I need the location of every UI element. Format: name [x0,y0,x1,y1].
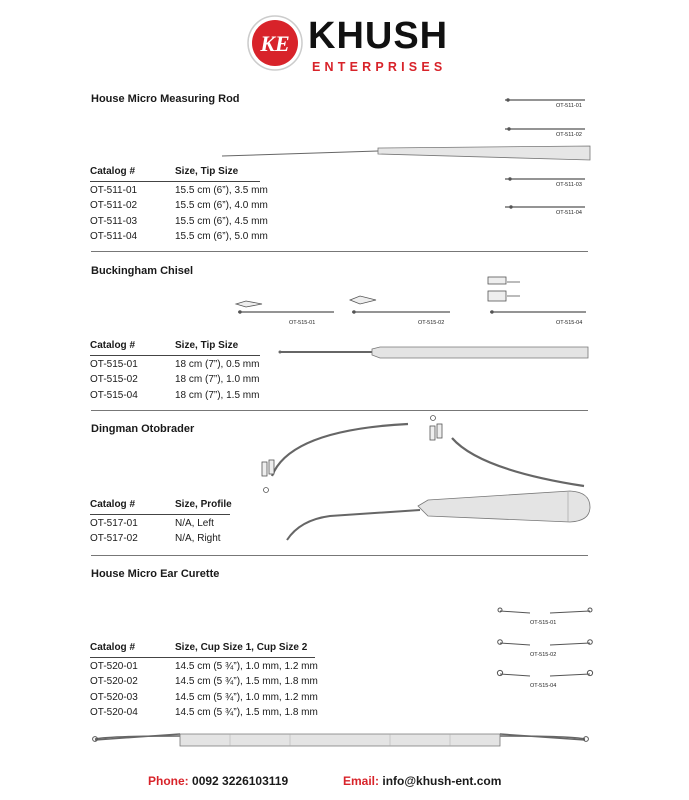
catalog-number: OT-511-02 [90,200,138,211]
size-value: 14.5 cm (5 ¾”), 1.5 mm, 1.8 mm [175,676,318,687]
image-label: OT-515-02 [418,320,445,326]
catalog-number: OT-511-01 [90,184,138,196]
email-address[interactable]: info@khush-ent.com [382,774,502,788]
catalog-number: OT-520-03 [90,691,138,703]
section-title-otobrader: Dingman Otobrader [91,423,195,435]
profile-value: N/A, Left [175,517,214,529]
image-label: OT-511-04 [556,210,582,216]
brand-monogram: KE [260,31,290,56]
image-label: OT-515-04 [556,320,583,326]
brand-subtitle: ENTERPRISES [312,60,447,74]
phone-number[interactable]: 0092 3226103119 [192,774,289,788]
image-label: OT-515-02 [530,652,557,658]
size-value: 15.5 cm (6”), 3.5 mm [175,184,268,196]
size-value: 18 cm (7”), 1.0 mm [175,374,260,385]
size-value: 15.5 cm (6”), 5.0 mm [175,231,268,242]
profile-value: N/A, Right [175,533,221,544]
header-catalog: Catalog # [90,642,136,653]
header-profile: Size, Profile [175,499,232,510]
phone-contact [148,774,288,788]
email-label: Email: [343,774,380,788]
catalog-number: OT-515-02 [90,374,138,385]
catalog-number: OT-517-02 [90,533,138,544]
size-value: 18 cm (7”), 0.5 mm [175,358,260,370]
header-size: Size, Tip Size [175,340,239,351]
size-value: 15.5 cm (6”), 4.0 mm [175,200,268,211]
image-label: OT-511-01 [556,103,582,109]
catalog-number: OT-515-01 [90,358,138,370]
section-title-chisel: Buckingham Chisel [91,265,194,277]
phone-label: Phone: [148,774,189,788]
catalog-number: OT-515-04 [90,389,138,401]
image-label: OT-515-01 [289,320,316,326]
size-value: 15.5 cm (6”), 4.5 mm [175,215,268,227]
email-contact [343,774,501,788]
image-label: OT-515-04 [530,683,557,689]
size-value: 18 cm (7”), 1.5 mm [175,389,260,401]
header-catalog: Catalog # [90,340,136,351]
section-title-measuring-rod: House Micro Measuring Rod [91,93,240,105]
image-label: OT-511-03 [556,182,582,188]
image-label: OT-511-02 [556,132,582,138]
catalog-number: OT-517-01 [90,517,138,529]
size-value: 14.5 cm (5 ¾”), 1.0 mm, 1.2 mm [175,691,318,703]
size-value: 14.5 cm (5 ¾”), 1.5 mm, 1.8 mm [175,707,318,718]
catalog-number: OT-520-02 [90,676,138,687]
header-catalog: Catalog # [90,166,136,177]
section-title-curette: House Micro Ear Curette [91,568,220,580]
catalog-number: OT-520-01 [90,660,138,672]
curette-icon [93,734,589,746]
size-value: 14.5 cm (5 ¾”), 1.0 mm, 1.2 mm [175,660,318,672]
curette-tip-icon [497,608,592,676]
image-label: OT-515-01 [530,620,557,626]
catalog-number: OT-511-04 [90,231,138,242]
header-catalog: Catalog # [90,499,136,510]
header-size: Size, Tip Size [175,166,239,177]
catalog-number: OT-511-03 [90,215,138,227]
brand-name: KHUSH [308,15,449,57]
header-cup-size: Size, Cup Size 1, Cup Size 2 [175,642,308,653]
catalog-number: OT-520-04 [90,707,138,718]
